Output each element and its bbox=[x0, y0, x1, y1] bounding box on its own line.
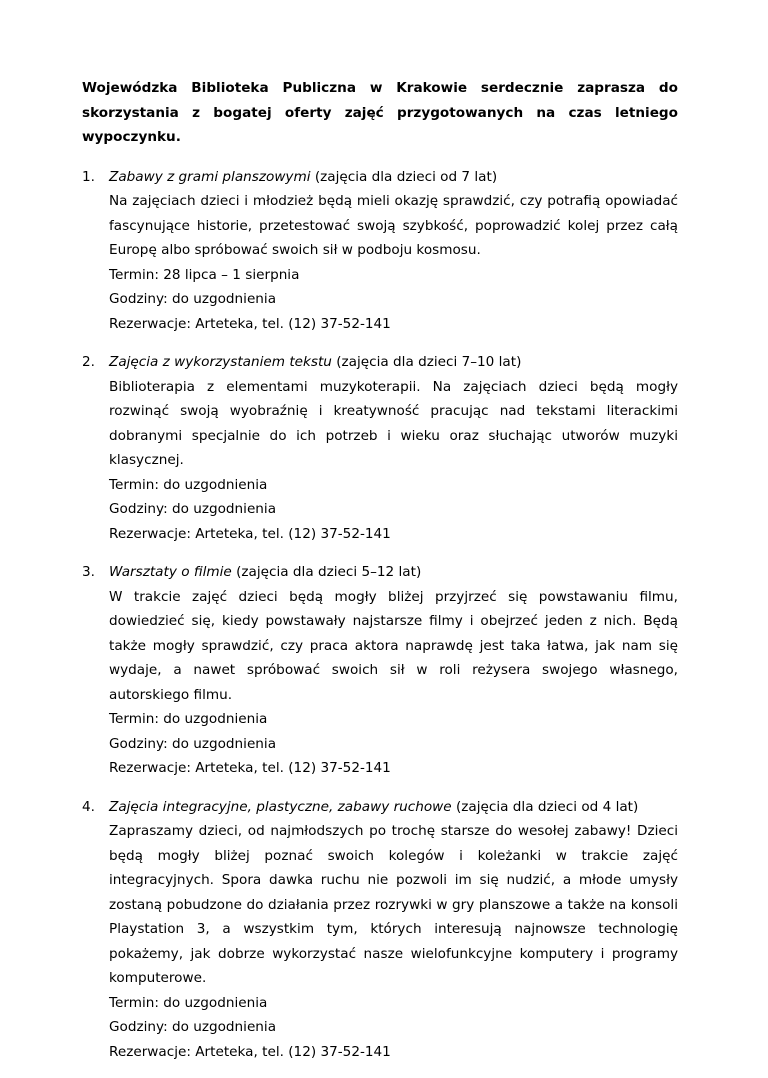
item-number: 4. bbox=[82, 798, 95, 815]
item-age: (zajęcia dla dzieci od 7 lat) bbox=[310, 168, 498, 185]
item-rezerwacje: Rezerwacje: Arteteka, tel. (12) 37-52-141 bbox=[109, 1043, 391, 1060]
item-age: (zajęcia dla dzieci od 4 lat) bbox=[451, 798, 639, 815]
item-termin: Termin: do uzgodnienia bbox=[109, 994, 268, 1011]
item-title: Warsztaty o filmie bbox=[109, 564, 232, 580]
item-rezerwacje: Rezerwacje: Arteteka, tel. (12) 37-52-141 bbox=[109, 315, 391, 332]
list-item bbox=[82, 350, 678, 546]
item-heading bbox=[82, 560, 678, 585]
item-description: W trakcie zajęć dzieci będą mogły bliżej przyjrzeć się powstawaniu filmu, dowiedzieć się, kiedy powstawały najstarsze filmy i obejrzeć jeden z nich. Będą także mogły sprawdzić, czy praca aktora naprawdę jest taka łatwa, jak nam się wydaje, a nawet spróbować swoich sił w roli reżysera swojego własnego, autorskiego filmu. bbox=[109, 588, 678, 703]
document-page bbox=[82, 76, 678, 1078]
item-age: (zajęcia dla dzieci 7–10 lat) bbox=[331, 354, 522, 370]
item-godziny: Godziny: do uzgodnienia bbox=[109, 291, 277, 307]
item-heading bbox=[82, 165, 678, 190]
item-termin: Termin: 28 lipca – 1 sierpnia bbox=[109, 266, 300, 283]
item-description: Biblioterapia z elementami muzykoterapii. Na zajęciach dzieci będą mogły rozwinąć swoją wyobraźnię i kreatywność pracując nad tekstami literackimi dobranymi specjalnie do ich potrzeb i wieku oraz słuchając utworów muzyki klasycznej. bbox=[109, 378, 678, 468]
item-rezerwacje: Rezerwacje: Arteteka, tel. (12) 37-52-141 bbox=[109, 525, 391, 542]
item-title: Zajęcia integracyjne, plastyczne, zabawy ruchowe bbox=[109, 798, 452, 815]
intro-paragraph: Wojewódzka Biblioteka Publiczna w Krakowie serdecznie zaprasza do skorzystania z bogatej oferty zajęć przygotowanych na czas letniego wypoczynku. bbox=[82, 80, 678, 145]
item-godziny: Godziny: do uzgodnienia bbox=[109, 501, 277, 517]
activities-list bbox=[82, 165, 678, 1065]
item-heading bbox=[82, 795, 678, 820]
item-number: 3. bbox=[82, 564, 95, 580]
item-title: Zabawy z grami planszowymi bbox=[109, 168, 311, 185]
item-description: Zapraszamy dzieci, od najmłodszych po trochę starsze do wesołej zabawy! Dzieci będą mogły bliżej poznać swoich kolegów i koleżanki w trakcie zajęć integracyjnych. Spora dawka ruchu nie pozwoli im się nudzić, a młode umysły zostaną pobudzone do działania przez rozrywki w gry planszowe a także na konsoli Playstation 3, a wszystkim tym, których interesują najnowsze technologię pokażemy, jak dobrze wykorzystać nasze wielofunkcyjne komputery i programy komputerowe. bbox=[109, 823, 678, 986]
item-termin: Termin: do uzgodnienia bbox=[109, 476, 268, 493]
item-age: (zajęcia dla dzieci 5–12 lat) bbox=[231, 564, 422, 580]
item-heading bbox=[82, 350, 678, 375]
item-rezerwacje: Rezerwacje: Arteteka, tel. (12) 37-52-141 bbox=[109, 760, 391, 776]
item-number: 1. bbox=[82, 168, 95, 185]
item-title: Zajęcia z wykorzystaniem tekstu bbox=[109, 354, 332, 370]
item-godziny: Godziny: do uzgodnienia bbox=[109, 1019, 277, 1035]
list-item bbox=[82, 795, 678, 1065]
item-godziny: Godziny: do uzgodnienia bbox=[109, 735, 277, 752]
item-termin: Termin: do uzgodnienia bbox=[109, 711, 268, 727]
item-description: Na zajęciach dzieci i młodzież będą mieli okazję sprawdzić, czy potrafią opowiadać fascynujące historie, przetestować swoją szybkość, poprowadzić kolej przez całą Europę albo spróbować swoich sił w podboju kosmosu. bbox=[109, 193, 678, 258]
list-item bbox=[82, 560, 678, 781]
list-item bbox=[82, 165, 678, 337]
item-number: 2. bbox=[82, 354, 95, 370]
